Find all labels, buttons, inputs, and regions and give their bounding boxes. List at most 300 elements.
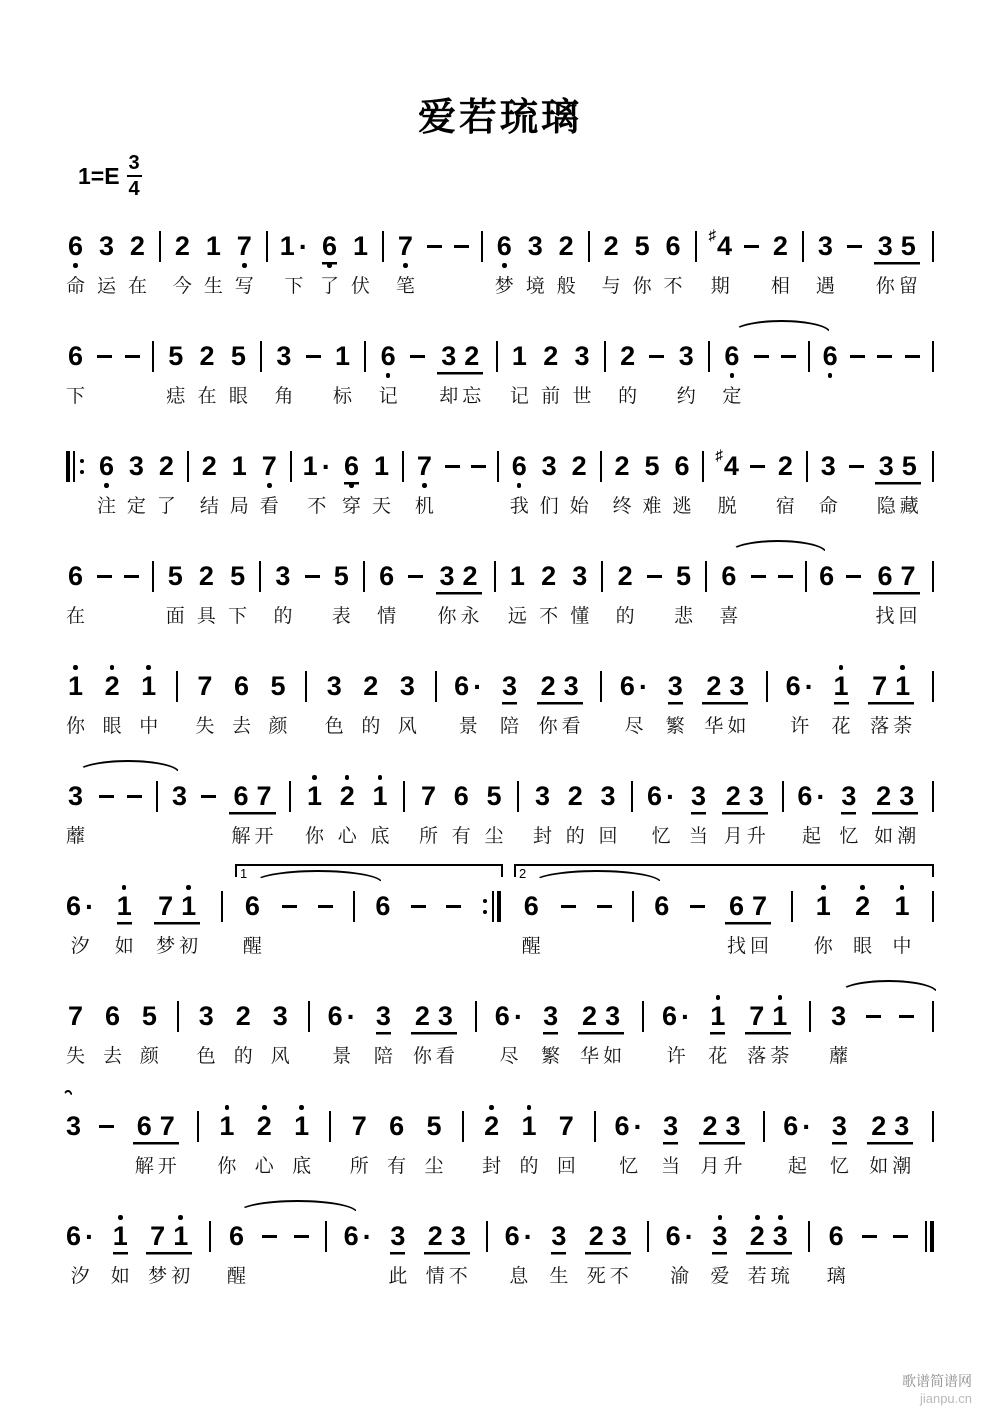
beamed-notes	[875, 444, 921, 519]
note-number: 2	[746, 1221, 769, 1252]
note	[452, 774, 471, 849]
note	[549, 1214, 568, 1289]
barline-stroke	[156, 781, 158, 812]
note-number: 3	[574, 341, 590, 371]
note-number: 3	[820, 451, 836, 481]
lyric-syllable: 永	[460, 606, 480, 627]
note-number: 6	[228, 1221, 245, 1251]
bar	[329, 1111, 331, 1142]
barline-stroke	[600, 671, 602, 702]
lyric-syllable: 生	[549, 1266, 569, 1287]
note	[891, 664, 914, 739]
lyric-syllable: 难	[642, 496, 662, 517]
lyric-syllable: 了	[320, 276, 340, 297]
note	[230, 444, 249, 519]
lyric-syllable: 此	[388, 1266, 408, 1287]
lyric-syllable: 情	[377, 606, 397, 627]
note-number: 6	[343, 451, 359, 481]
bar	[496, 341, 498, 372]
note-number: 2	[424, 1221, 447, 1252]
note	[896, 554, 919, 629]
dash	[750, 465, 765, 468]
note-number: 3	[534, 781, 550, 811]
bar	[601, 561, 603, 592]
note-number: 6 ·	[66, 1220, 95, 1252]
lyric-syllable: 你	[217, 1156, 237, 1177]
bar	[702, 451, 704, 482]
note-number: 1	[521, 1111, 537, 1141]
duration-dash	[750, 444, 765, 482]
low-octave-dot-row	[73, 262, 78, 269]
bar	[631, 781, 633, 812]
barline-stroke	[932, 341, 934, 372]
note-number: 7	[156, 1111, 179, 1142]
barline	[932, 774, 934, 812]
note	[387, 1104, 406, 1179]
note-number: 5	[333, 561, 349, 591]
barline	[932, 334, 934, 372]
bar	[308, 1001, 310, 1032]
note	[172, 774, 187, 849]
bar	[259, 561, 261, 592]
dash-row	[262, 1221, 277, 1252]
note-number: 2	[585, 1221, 608, 1252]
lyric-syllable: 留	[898, 276, 918, 297]
note	[197, 554, 216, 629]
note	[830, 1104, 849, 1179]
lyric-syllable: 悲	[674, 606, 694, 627]
note-number: 1	[141, 671, 157, 701]
note-group	[229, 774, 275, 849]
note	[541, 994, 560, 1069]
barline	[932, 664, 934, 702]
note	[333, 334, 352, 409]
note-number: 6	[453, 781, 469, 811]
lyric-syllable: 天	[371, 496, 391, 517]
octave-dot	[755, 1215, 760, 1220]
octave-dot	[900, 885, 905, 890]
dash	[893, 1235, 908, 1238]
dash	[744, 245, 759, 248]
augmentation-dot: ·	[523, 1220, 533, 1252]
barline	[221, 884, 223, 922]
barline	[494, 554, 496, 592]
octave-dot	[110, 665, 115, 670]
high-octave-dot-row	[312, 774, 317, 781]
note-number: 6	[98, 451, 114, 481]
augmentation-dot: ·	[321, 450, 332, 482]
octave-dot	[327, 263, 332, 268]
octave-dot	[122, 885, 127, 890]
note	[748, 884, 771, 959]
note	[853, 884, 872, 959]
dash-row	[905, 341, 920, 372]
barline-stroke	[601, 561, 603, 592]
note	[434, 994, 457, 1069]
note	[500, 664, 519, 739]
lyric-syllable: 生	[203, 276, 223, 297]
tie-arc	[76, 760, 180, 773]
low-octave-dot-row	[242, 262, 247, 269]
note-number: 6	[724, 341, 740, 371]
note	[874, 224, 897, 299]
barline-stroke	[475, 1001, 477, 1032]
high-octave-dot-row	[527, 1104, 532, 1111]
note	[674, 554, 693, 629]
repeat-dot	[80, 470, 84, 474]
octave-dot	[422, 483, 427, 488]
lyric-syllable: 世	[572, 386, 592, 407]
barline	[809, 994, 811, 1032]
score-line-1	[66, 204, 934, 299]
barline-stroke	[932, 781, 934, 812]
lyric-syllable: 命	[818, 496, 838, 517]
lyric-syllable: 痣	[166, 386, 186, 407]
lyric-syllable: 看	[435, 1046, 455, 1067]
low-octave-dot-row	[104, 482, 109, 489]
dash	[427, 245, 442, 248]
barline-stroke	[159, 231, 161, 262]
note	[234, 994, 253, 1069]
note-number: 6	[725, 891, 748, 922]
bar	[932, 231, 934, 262]
barline	[594, 1104, 596, 1142]
note	[539, 554, 558, 629]
lyric-syllable: 荼	[893, 716, 913, 737]
lyric-syllable: 如	[874, 826, 894, 847]
barline	[695, 224, 697, 262]
note	[585, 1214, 608, 1289]
note-number: 3	[434, 1001, 457, 1032]
beamed-notes	[699, 1104, 745, 1179]
note-number: 1	[511, 341, 527, 371]
note	[722, 1104, 745, 1179]
note	[66, 554, 85, 629]
note	[608, 1214, 631, 1289]
note	[260, 444, 279, 519]
lyric-syllable: 你	[538, 716, 558, 737]
barline	[156, 774, 158, 812]
lyric-syllable: 运	[96, 276, 116, 297]
note	[66, 334, 85, 409]
octave-dot	[502, 263, 507, 268]
dash	[847, 245, 862, 248]
duration-dash	[445, 444, 460, 482]
dash	[781, 355, 796, 358]
barline-stroke	[932, 451, 934, 482]
lyric-syllable: 蘼	[66, 826, 86, 847]
lyric-syllable: 找	[875, 606, 895, 627]
low-octave-dot-row	[349, 482, 354, 489]
note-number: 7	[154, 891, 177, 922]
duration-dash	[597, 884, 612, 922]
note	[827, 1214, 846, 1289]
barline	[187, 444, 189, 482]
bar	[932, 451, 934, 482]
note-number: 1	[891, 671, 914, 702]
bar	[642, 1001, 644, 1032]
barline-stroke	[805, 561, 807, 592]
lyric-syllable: 繁	[665, 716, 685, 737]
note	[229, 774, 252, 849]
bar	[497, 451, 499, 482]
bar	[325, 1221, 327, 1252]
tie-arc	[62, 1090, 74, 1103]
lyric-syllable: 许	[790, 716, 810, 737]
site-domain: jianpu.cn	[919, 1391, 972, 1406]
barline-stroke	[497, 891, 501, 922]
duration-dash	[201, 774, 216, 812]
octave-dot	[386, 373, 391, 378]
dash-row	[862, 1221, 877, 1252]
note	[715, 444, 739, 519]
note-number: 1	[372, 781, 388, 811]
note	[540, 444, 559, 519]
beamed-notes	[133, 1104, 179, 1179]
lyric-syllable: 标	[333, 386, 353, 407]
octave-dot	[345, 775, 350, 780]
note	[519, 1104, 538, 1179]
note-number: 2	[578, 1001, 601, 1032]
note	[898, 444, 921, 519]
note	[437, 334, 460, 409]
lyric-syllable: 的	[519, 1156, 539, 1177]
duration-dash	[649, 334, 664, 372]
lyric-syllable: 月	[700, 1156, 720, 1177]
repeat-dot	[483, 899, 487, 903]
bar	[266, 231, 268, 262]
lyric-syllable: 你	[412, 1046, 432, 1067]
lyric-syllable: 般	[556, 276, 576, 297]
note-number: 7	[397, 231, 413, 261]
octave-dot	[778, 1215, 783, 1220]
barline	[708, 334, 710, 372]
note	[228, 554, 247, 629]
dash	[649, 355, 664, 358]
barline-stroke	[932, 561, 934, 592]
dash-row	[846, 561, 861, 592]
lyric-syllable: 初	[171, 1266, 191, 1287]
note-number: 2	[722, 781, 745, 812]
barline	[702, 444, 704, 482]
note-number: 1	[833, 671, 849, 701]
dash-row	[561, 891, 576, 922]
note	[839, 774, 858, 849]
beamed-notes	[437, 334, 483, 409]
lyric-syllable: 当	[661, 1156, 681, 1177]
note	[666, 1214, 694, 1289]
note	[560, 664, 583, 739]
note-number: 2	[777, 451, 793, 481]
note-number: 3	[560, 671, 583, 702]
lyric-syllable: 醒	[242, 936, 262, 957]
dash	[262, 1235, 277, 1238]
barline	[364, 334, 366, 372]
high-octave-dot-row	[378, 774, 383, 781]
augmentation-dot: ·	[513, 1000, 524, 1032]
lyric-syllable: 脱	[717, 496, 737, 517]
barline-stroke	[925, 1221, 927, 1252]
barline-stroke	[763, 1111, 765, 1142]
beamed-notes	[702, 664, 748, 739]
dash	[454, 245, 469, 248]
bar	[805, 561, 807, 592]
note	[415, 444, 434, 519]
barline-stroke	[73, 451, 75, 482]
bar	[221, 891, 223, 922]
lyric-syllable: 情	[425, 1266, 445, 1287]
note-number: 3	[502, 671, 518, 701]
barline	[496, 334, 498, 372]
note-group	[722, 774, 768, 849]
barline-stroke	[932, 1001, 934, 1032]
note	[482, 1104, 501, 1179]
barline-stroke	[604, 341, 606, 372]
note-group	[699, 1104, 745, 1179]
barline	[647, 1214, 649, 1252]
lyric-syllable: 底	[370, 826, 390, 847]
note	[344, 1214, 372, 1289]
lyric-syllable: 中	[139, 716, 159, 737]
note	[745, 774, 768, 849]
barline	[402, 444, 404, 482]
note	[872, 774, 895, 849]
dash	[751, 575, 766, 578]
lyric-syllable: 今	[172, 276, 192, 297]
lyric-syllable: 落	[870, 716, 890, 737]
high-octave-dot-row	[716, 994, 721, 1001]
note-number: 2	[567, 781, 583, 811]
note-number: 7	[745, 1001, 768, 1032]
note-number: 7	[236, 231, 252, 261]
duration-dash	[454, 224, 469, 262]
note-group	[725, 884, 771, 959]
barline-stroke	[492, 891, 494, 922]
note-number: 6 ·	[797, 780, 826, 812]
note	[816, 224, 835, 299]
note-number: 1	[815, 891, 831, 921]
note	[598, 774, 617, 849]
bar	[932, 341, 934, 372]
note	[424, 1214, 447, 1289]
barline	[791, 884, 793, 922]
note-number: 6	[229, 781, 252, 812]
note-number: 3	[326, 671, 342, 701]
lyric-syllable: 心	[254, 1156, 274, 1177]
octave-dot	[146, 665, 151, 670]
bar	[932, 891, 934, 922]
rb-glyph	[66, 451, 86, 482]
note-group	[437, 334, 483, 409]
note-group	[873, 554, 919, 629]
high-octave-dot-row	[778, 994, 783, 1001]
tie-arc	[237, 1200, 359, 1213]
lyric-syllable: 的	[273, 606, 293, 627]
lyric-syllable: 失	[195, 716, 215, 737]
beamed-notes	[146, 1214, 192, 1289]
barline-stroke	[152, 561, 154, 592]
bar	[305, 671, 307, 702]
lyric-syllable: 如	[727, 716, 747, 737]
note	[128, 224, 147, 299]
beamed-notes	[873, 554, 919, 629]
barline	[363, 554, 365, 592]
barline-stroke	[152, 341, 154, 372]
note-group	[585, 1214, 631, 1289]
octave-dot	[118, 1215, 123, 1220]
octave-dot	[527, 1105, 532, 1110]
lyric-syllable: 风	[397, 716, 417, 737]
note-number: 1	[169, 1221, 192, 1252]
note-number: 3	[128, 451, 144, 481]
note-number: 6	[496, 231, 512, 261]
barline	[152, 554, 154, 592]
note-number: 2	[339, 781, 355, 811]
note	[232, 664, 251, 739]
note	[702, 664, 725, 739]
bar	[209, 1221, 211, 1252]
note-number: 6	[233, 671, 249, 701]
barline-stroke	[782, 781, 784, 812]
lyric-syllable: 伏	[351, 276, 371, 297]
note-number: 7	[261, 451, 277, 481]
lyric-syllable: 你	[437, 606, 457, 627]
beamed-notes	[436, 554, 482, 629]
lyric-syllable: 华	[704, 716, 724, 737]
bar	[462, 1111, 464, 1142]
note-number: 6 ·	[646, 780, 676, 812]
note	[745, 994, 768, 1069]
barline-stroke	[290, 451, 292, 482]
note-number: 3	[678, 341, 694, 371]
note	[666, 664, 685, 739]
beamed-notes	[229, 774, 275, 849]
duration-dash	[877, 334, 892, 372]
note-number: 1	[177, 891, 200, 922]
note-number: 3	[663, 1111, 679, 1141]
high-octave-dot-row	[821, 884, 826, 891]
note-number: 2	[699, 1111, 722, 1142]
lyric-syllable: 与	[601, 276, 621, 297]
note	[510, 444, 529, 519]
barline-stroke	[497, 451, 499, 482]
duration-dash	[849, 444, 864, 482]
note-number: 3	[543, 1001, 559, 1031]
note-number: 5	[644, 451, 660, 481]
dash	[97, 575, 112, 578]
high-octave-dot-row	[860, 884, 865, 891]
barline-stroke	[363, 561, 365, 592]
lyric-syllable: 懂	[570, 606, 590, 627]
note	[618, 334, 637, 409]
barline-stroke	[708, 341, 710, 372]
barline	[177, 994, 179, 1032]
bar	[289, 781, 291, 812]
augmentation-dot: ·	[681, 1000, 691, 1032]
note-number: 3	[667, 671, 683, 701]
lyric-syllable: 远	[507, 606, 527, 627]
barline-stroke	[259, 561, 261, 592]
octave-dot	[299, 1105, 304, 1110]
barline	[604, 334, 606, 372]
barline	[705, 554, 707, 592]
beamed-notes	[874, 224, 920, 299]
note	[166, 334, 185, 409]
dash-row	[690, 891, 705, 922]
duration-dash	[410, 334, 425, 372]
note-number: 6	[104, 1001, 120, 1031]
dash-row	[125, 341, 140, 372]
